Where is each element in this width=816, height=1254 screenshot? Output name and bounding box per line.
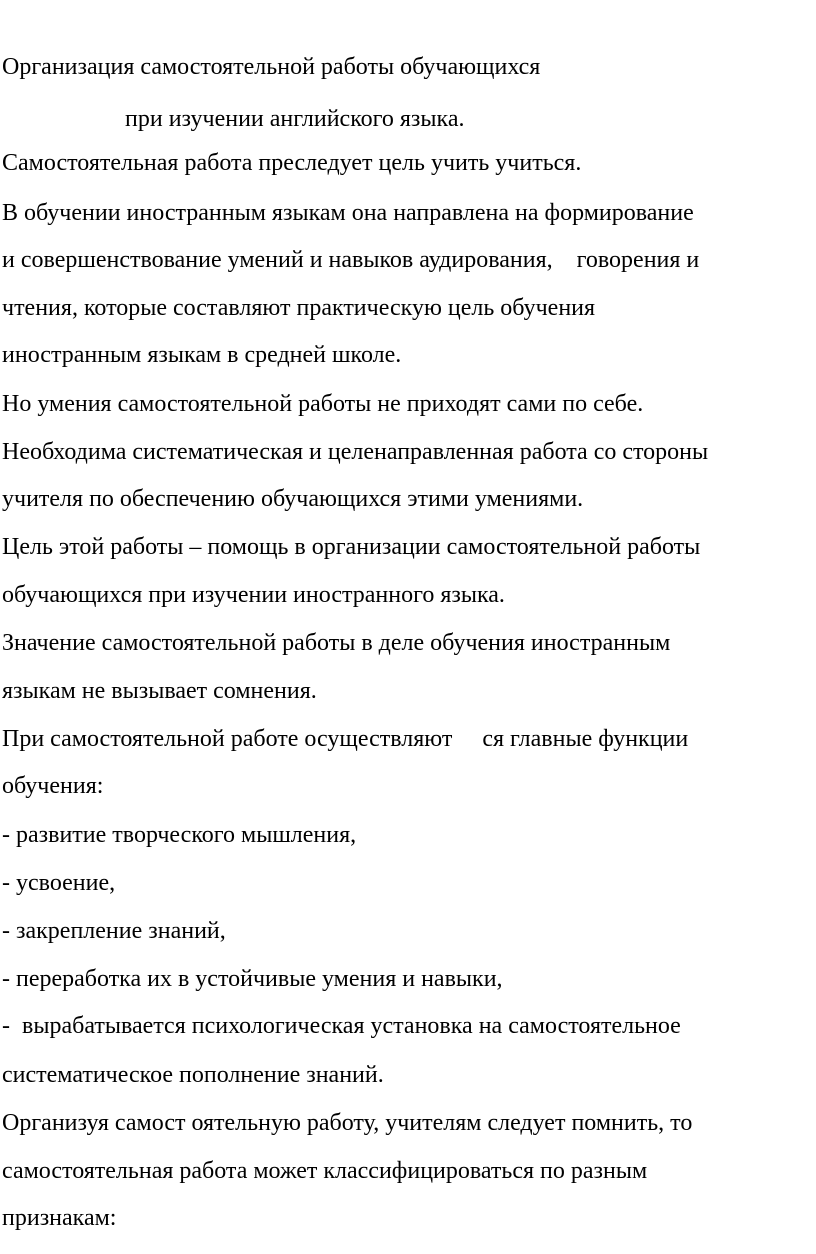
text-line: Значение самостоятельной работы в деле обучения иностранным — [2, 630, 671, 656]
document-title-line-2: при изучении английского языка. — [125, 106, 465, 132]
text-line: и совершенствование умений и навыков аудирования, говорения и — [2, 247, 700, 273]
list-item: - переработка их в устойчивые умения и навыки, — [2, 966, 503, 992]
text-line: обучающихся при изучении иностранного языка. — [2, 582, 505, 608]
text-line: Организуя самост оятельную работу, учителям следует помнить, то — [2, 1110, 693, 1136]
list-item: - усвоение, — [2, 870, 116, 896]
list-item: - вырабатывается психологическая установка на самостоятельное — [2, 1013, 681, 1039]
text-line: При самостоятельной работе осуществляют ся главные функции — [2, 726, 689, 752]
text-line: Цель этой работы – помощь в организации самостоятельной работы — [2, 534, 701, 560]
text-line: обучения: — [2, 773, 104, 799]
text-line: языкам не вызывает сомнения. — [2, 678, 317, 704]
text-line: учителя по обеспечению обучающихся этими умениями. — [2, 486, 584, 512]
text-line: иностранным языкам в средней школе. — [2, 342, 402, 368]
text-line: самостоятельная работа может классифицироваться по разным — [2, 1158, 648, 1184]
list-item: - развитие творческого мышления, — [2, 822, 357, 848]
text-line: систематическое пополнение знаний. — [2, 1062, 384, 1088]
text-line: признакам: — [2, 1205, 117, 1231]
text-line: В обучении иностранным языкам она направлена на формирование — [2, 200, 694, 226]
text-line: Но умения самостоятельной работы не приходят сами по себе. — [2, 391, 644, 417]
text-line: Необходима систематическая и целенаправленная работа со стороны — [2, 439, 709, 465]
document-title-line-1: Организация самостоятельной работы обучающихся — [2, 54, 541, 80]
text-line: Самостоятельная работа преследует цель учить учиться. — [2, 150, 582, 176]
text-line: чтения, которые составляют практическую цель обучения — [2, 295, 596, 321]
list-item: - закрепление знаний, — [2, 918, 226, 944]
